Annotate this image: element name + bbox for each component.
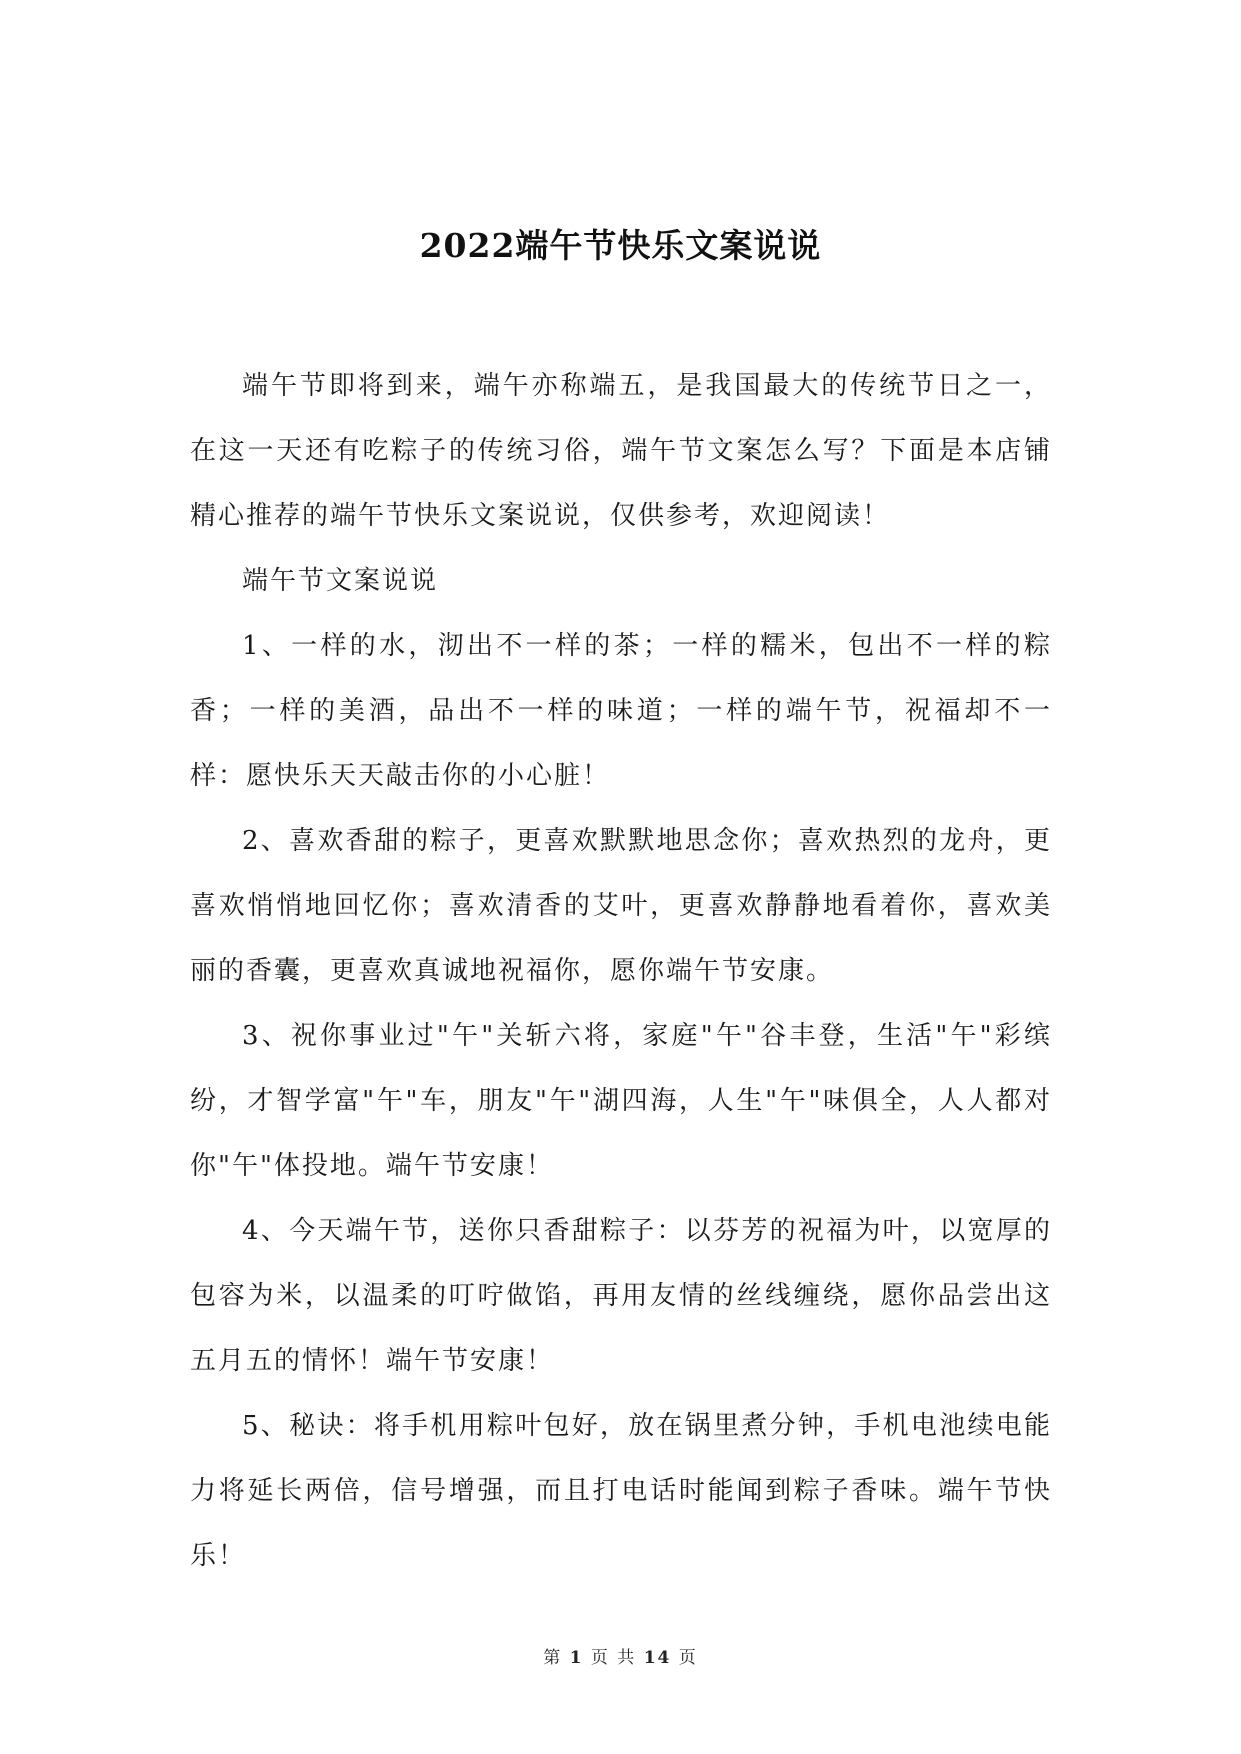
intro-paragraph: 端午节即将到来，端午亦称端五，是我国最大的传统节日之一，在这一天还有吃粽子的传统习俗，端午节文案怎么写？下面是本店铺精心推荐的端午节快乐文案说说，仅供参考，欢迎阅读！ xyxy=(190,371,1052,531)
list-item-2: 2、喜欢香甜的粽子，更喜欢默默地思念你；喜欢热烈的龙舟，更喜欢悄悄地回忆你；喜欢清香的艾叶，更喜欢静静地看着你，喜欢美丽的香囊，更喜欢真诚地祝福你，愿你端午节安康。 xyxy=(190,826,1052,986)
list-item-4: 4、今天端午节，送你只香甜粽子：以芬芳的祝福为叶，以宽厚的包容为米，以温柔的叮咛做馅，再用友情的丝线缠绕，愿你品尝出这五月五的情怀！端午节安康！ xyxy=(190,1216,1052,1376)
document-title: 2022端午节快乐文案说说 xyxy=(419,226,822,265)
list-item-1: 1、一样的水，沏出不一样的茶；一样的糯米，包出不一样的粽香；一样的美酒，品出不一样的味道；一样的端午节，祝福却不一样：愿快乐天天敲击你的小心脏！ xyxy=(190,631,1052,791)
document-body xyxy=(190,354,1052,1589)
footer-suffix: 页 xyxy=(678,1648,698,1668)
footer-middle: 页 共 xyxy=(590,1648,637,1668)
page-footer xyxy=(0,1646,1241,1670)
footer-prefix: 第 xyxy=(543,1648,563,1668)
footer-page-number: 1 xyxy=(569,1648,584,1668)
list-item-5: 5、秘诀：将手机用粽叶包好，放在锅里煮分钟，手机电池续电能力将延长两倍，信号增强，而且打电话时能闻到粽子香味。端午节快乐！ xyxy=(190,1411,1052,1571)
list-item-3: 3、祝你事业过"午"关斩六将，家庭"午"谷丰登，生活"午"彩缤纷，才智学富"午"车，朋友"午"湖四海，人生"午"味俱全，人人都对你"午"体投地。端午节安康！ xyxy=(190,1021,1052,1181)
section-heading: 端午节文案说说 xyxy=(242,566,439,596)
footer-total-pages: 14 xyxy=(643,1648,672,1668)
